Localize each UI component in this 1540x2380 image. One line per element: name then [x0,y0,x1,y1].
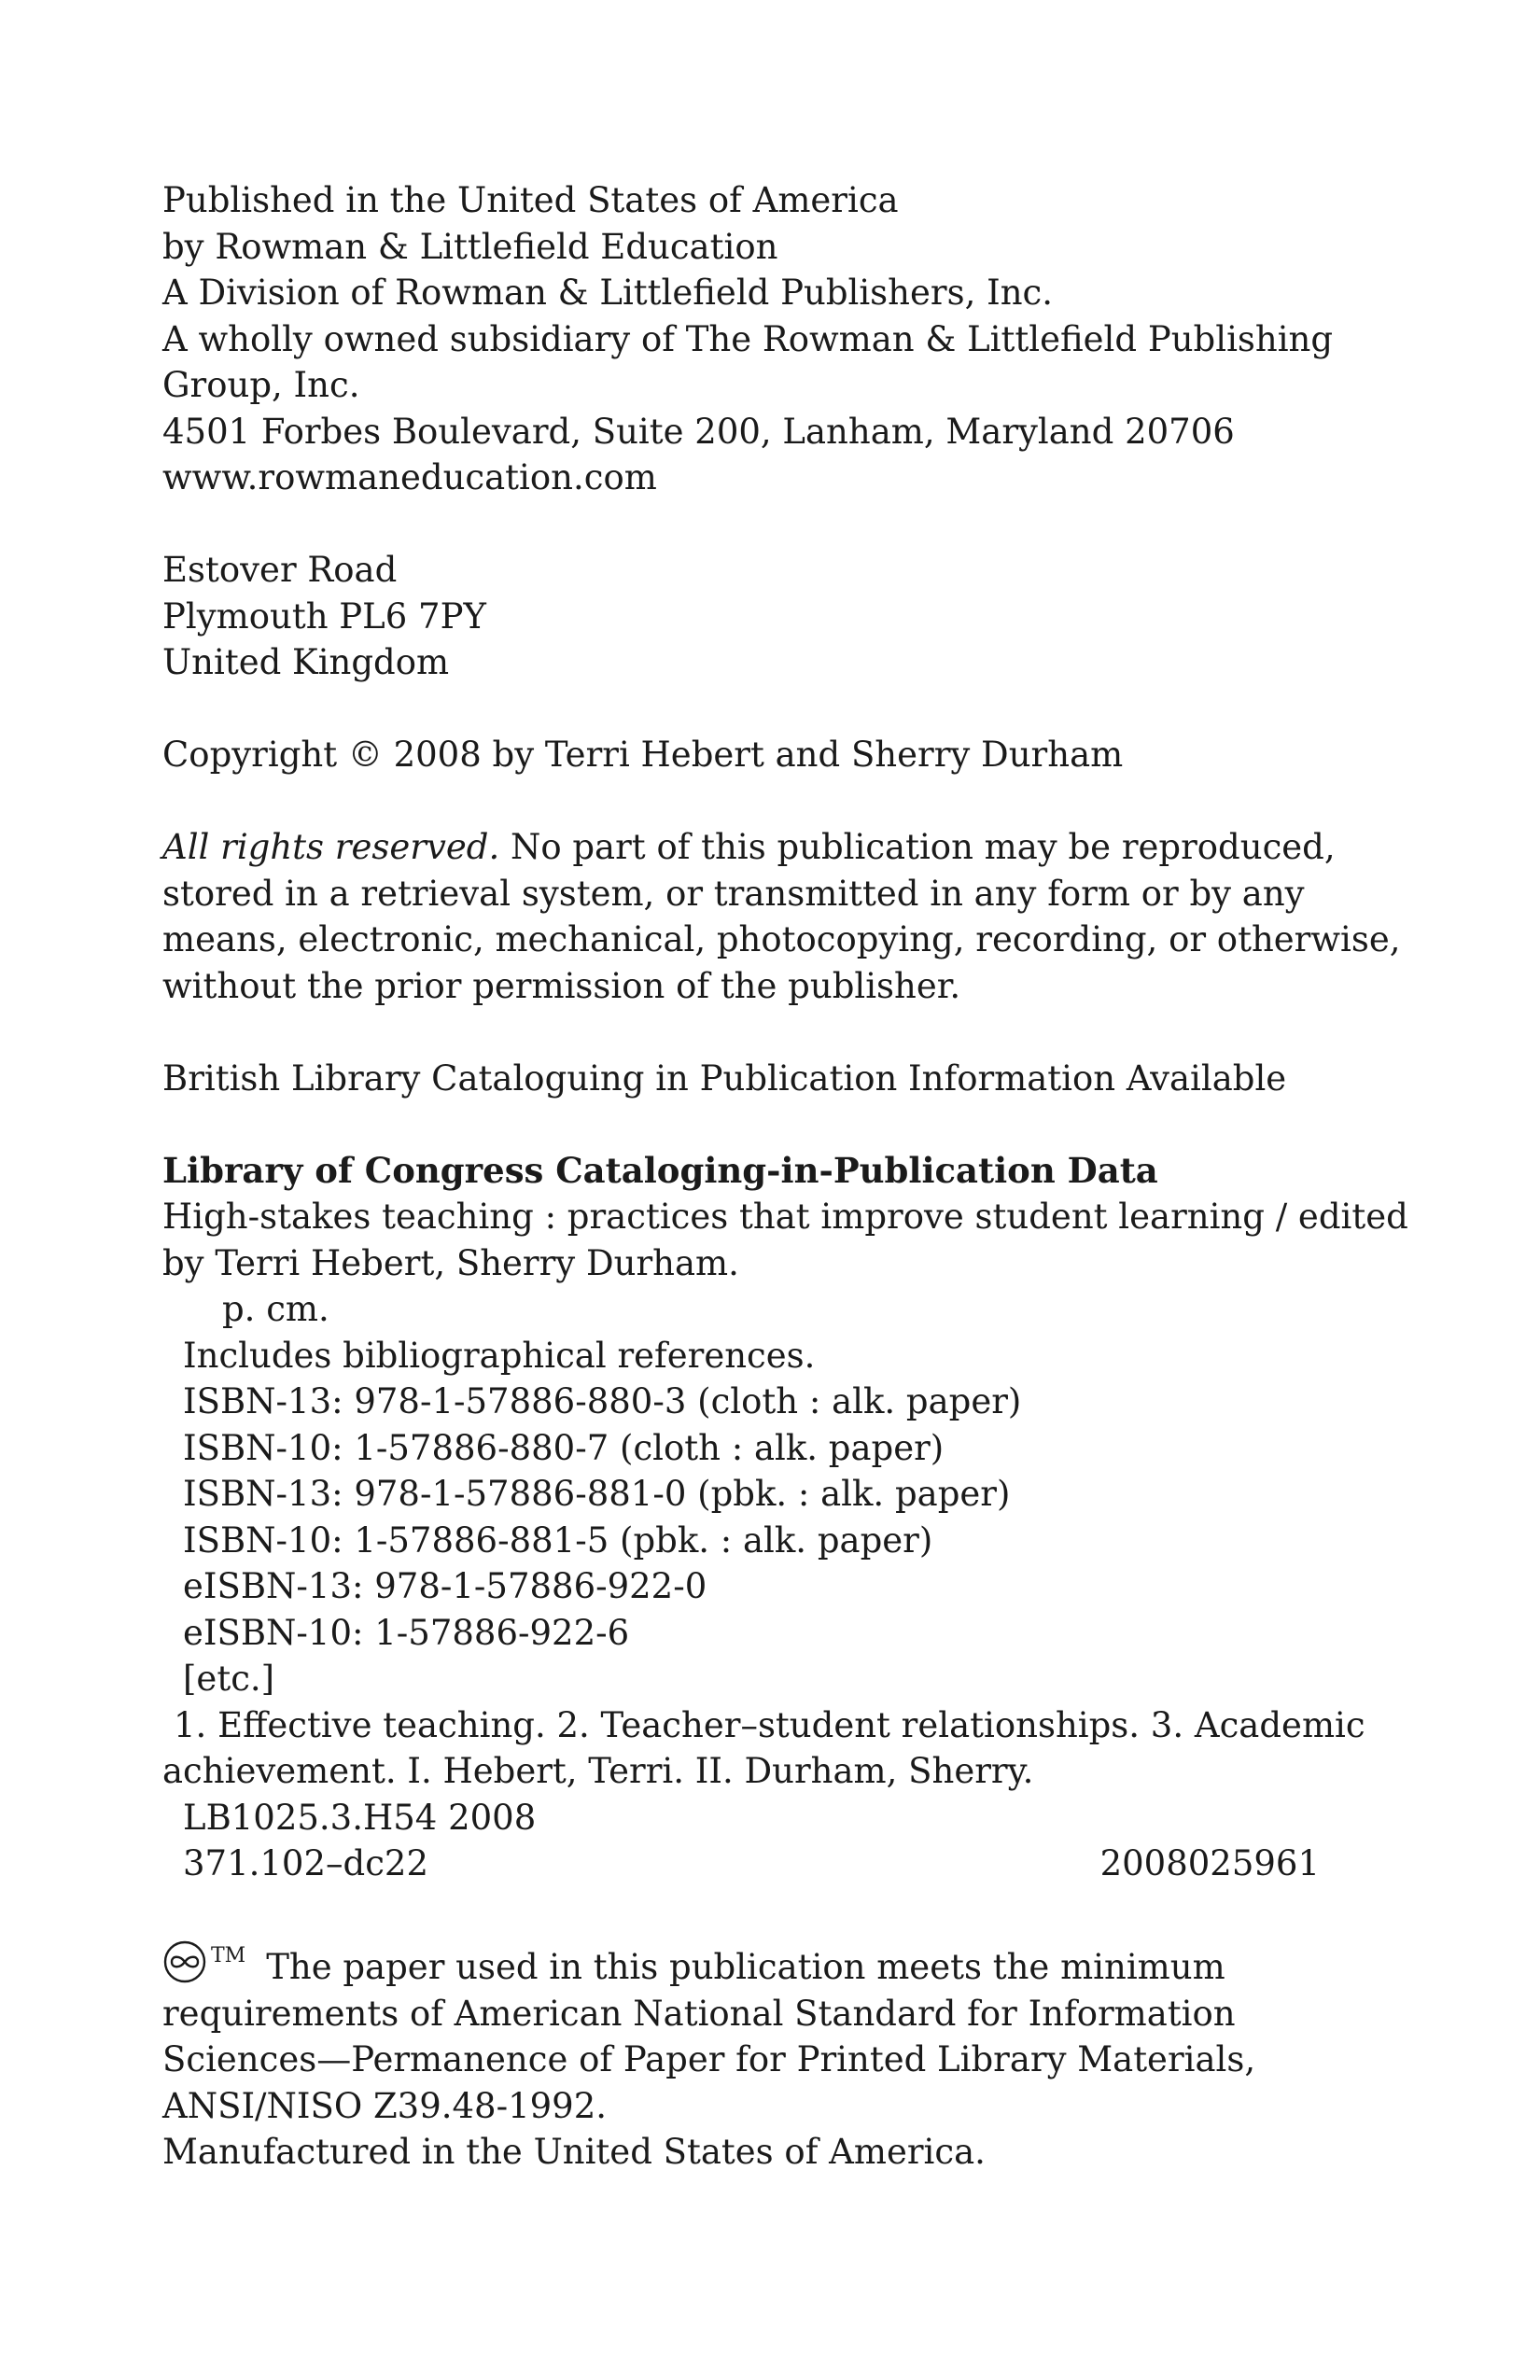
rights-line: without the prior permission of the publisher. [162,965,961,1006]
uk-address-line: Plymouth PL6 7PY [162,595,486,637]
trademark-mark: TM [211,1944,246,1967]
uk-address-line: Estover Road [162,550,398,590]
rights-line [162,824,1336,871]
loc-eisbn: eISBN-13: 978-1-57886-922-0 [183,1566,707,1606]
publisher-line: A Division of Rowman & Littlefield Publishers, Inc. [162,273,1054,313]
loc-subjects-line: 1. Effective teaching. 2. Teacher–student relationships. 3. Academic [174,1704,1365,1745]
loc-isbn: ISBN-13: 978-1-57886-880-3 (cloth : alk. paper) [183,1381,1022,1421]
loc-lccn: 2008025961 [1099,1843,1320,1883]
loc-isbn: ISBN-10: 1-57886-881-5 (pbk. : alk. paper) [183,1519,933,1561]
manufactured-notice: Manufactured in the United States of America. [162,2132,986,2172]
uk-address-block [162,547,1320,686]
rights-line-rest: No part of this publication may be reproduced, [499,827,1336,867]
paper-notice-text: The paper used in this publication meets the minimum [266,1947,1225,1987]
publisher-line: Group, Inc. [162,365,360,405]
infinity-paper-icon [162,1939,207,1984]
rights-line: means, electronic, mechanical, photocopying, recording, or otherwise, [162,919,1401,959]
loc-title-line: by Terri Hebert, Sherry Durham. [162,1242,739,1283]
copyright-notice: Copyright © 2008 by Terri Hebert and Sherry Durham [162,735,1124,775]
paper-notice-line: Sciences—Permanence of Paper for Printed Library Materials, [162,2039,1256,2079]
publisher-line: Published in the United States of America [162,180,899,220]
loc-pcm: p. cm. [222,1289,329,1329]
loc-isbn: ISBN-13: 978-1-57886-881-0 (pbk. : alk. paper) [183,1474,1011,1514]
paper-notice-line [162,1933,1320,1991]
loc-etc: [etc.] [183,1659,275,1699]
copyright-page [162,177,1408,2176]
rights-lead: All rights reserved. [162,827,500,867]
loc-call-number: LB1025.3.H54 2008 [183,1797,537,1838]
paper-notice-line: ANSI/NISO Z39.48-1992. [162,2085,608,2126]
rights-statement [162,824,1401,1009]
loc-heading: Library of Congress Cataloging-in-Publication Data [162,1149,1158,1191]
loc-isbn: ISBN-10: 1-57886-880-7 (cloth : alk. paper) [183,1427,945,1468]
loc-dewey: 371.102–dc22 [183,1843,428,1883]
uk-address-line: United Kingdom [162,642,450,682]
loc-cip-block [162,1148,1408,1887]
paper-notice-line: requirements of American National Standard for Information [162,1993,1236,2034]
british-library-notice: British Library Cataloguing in Publication Information Available [162,1057,1287,1099]
loc-title-line: High-stakes teaching : practices that improve student learning / edited [162,1197,1408,1237]
loc-eisbn: eISBN-10: 1-57886-922-6 [183,1612,630,1653]
loc-subjects-line: achievement. I. Hebert, Terri. II. Durham, Sherry. [162,1751,1034,1791]
loc-entry: Includes bibliographical references. [183,1335,816,1376]
rights-line: stored in a retrieval system, or transmitted in any form or by any [162,873,1305,914]
publisher-line: by Rowman & Littlefield Education [162,226,778,267]
publisher-website: www.rowmaneducation.com [162,457,657,497]
loc-dewey-row [162,1841,1320,1887]
publisher-line: A wholly owned subsidiary of The Rowman & Littlefield Publishing [162,318,1334,359]
publisher-block [162,177,1334,501]
publisher-address: 4501 Forbes Boulevard, Suite 200, Lanham, Maryland 20706 [162,411,1235,452]
paper-notice [162,1933,1320,2129]
